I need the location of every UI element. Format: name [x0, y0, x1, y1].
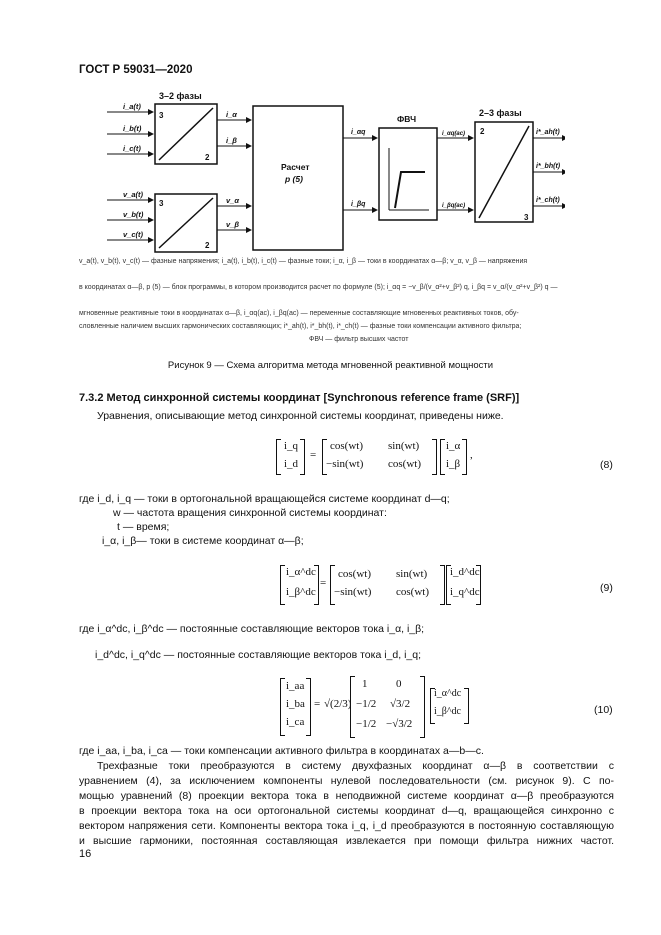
eq8-number: (8)	[600, 459, 613, 471]
where8-line4: i_α, i_β— токи в системе координат α—β;	[102, 535, 304, 547]
where9-line2: i_d^dc, i_q^dc — постоянные составляющие векторов тока i_d, i_q;	[95, 649, 421, 661]
paragraph-line-1: Трехфазные токи преобразуются в систему двухфазных координат α—β в соответствии с	[97, 760, 614, 772]
input-ia: i_a(t)	[123, 102, 141, 111]
eq9-lhs-1: i_α^dc	[286, 566, 316, 578]
section-title: 7.3.2 Метод синхронной системы координат [Synchronous reference frame (SRF)]	[79, 392, 520, 404]
eq10-number: (10)	[594, 704, 613, 716]
where10-text: где i_aa, i_ba, i_ca — токи компенсации активного фильтра в координатах а—b—c.	[79, 745, 484, 757]
eq10-lhs-1: i_aa	[286, 680, 305, 692]
block-23-title: 2–3 фазы	[479, 108, 522, 118]
eq9-rhs-1: i_d^dc	[450, 566, 480, 578]
eq10-m11: 1	[362, 678, 368, 690]
block-32-num2-bot: 2	[205, 241, 210, 250]
algorithm-block-diagram	[95, 88, 565, 256]
eq10-m21: −1/2	[356, 698, 377, 710]
equation-10: i_aa i_ba i_ca = √(2/3) 1 0 −1/2 √3/2 −1/2 −√3/2 i_α^dc i_β^dc	[280, 678, 460, 738]
eq9-rhs-2: i_q^dc	[450, 586, 480, 598]
calc-block-line2: p (5)	[285, 174, 303, 184]
section-intro: Уравнения, описывающие метод синхронной системы координат, приведены ниже.	[97, 410, 504, 422]
eq8-rhs-1: i_α	[446, 440, 461, 452]
where8-line1: где i_d, i_q — токи в ортогональной вращающейся системе координат d—q;	[79, 493, 450, 505]
filter-title: ФВЧ	[397, 114, 417, 124]
equation-9: i_α^dc i_β^dc = cos(wt) sin(wt) −sin(wt) cos(wt) i_d^dc i_q^dc	[280, 563, 480, 607]
document-header: ГОСТ Р 59031—2020	[79, 64, 193, 76]
eq9-m12: sin(wt)	[396, 568, 428, 580]
calc-out-alpha: i_αq	[351, 129, 366, 136]
paragraph-line-3: мощью уравнений (8) проекции вектора тока в неподвижной системе координат α—β преобразуются	[79, 790, 614, 802]
eq8-m11: cos(wt)	[330, 440, 363, 452]
block-23-num2: 2	[480, 127, 485, 136]
block-32-num2-top: 2	[205, 153, 210, 162]
out-ibh: i*_bh(t)	[536, 163, 561, 170]
calc-block-line1: Расчет	[281, 162, 310, 172]
block-32-num3-bot: 3	[159, 199, 164, 208]
eq8-lhs-2: i_d	[284, 458, 299, 470]
input-vb: v_b(t)	[123, 210, 144, 219]
eq10-lhs-3: i_ca	[286, 716, 305, 728]
notes-line-3: мгновенные реактивные токи в координатах α—β, i_αq(ac), i_βq(ac) — переменные составляющие мгновенных реактивных токов, обу-	[79, 310, 519, 317]
mid-v-alpha: v_α	[226, 196, 239, 205]
page-number: 16	[79, 848, 92, 860]
where8-line2: w — частота вращения синхронной системы координат:	[113, 507, 387, 519]
eq10-m22: √3/2	[390, 698, 411, 710]
mid-i-beta: i_β	[226, 136, 237, 145]
filter-out-beta: i_βq(ac)	[442, 203, 466, 209]
eq8-m12: sin(wt)	[388, 440, 420, 452]
paragraph-line-4: в проекции вектора тока на оси ортогональной системы координат d—q, вращающейся синхронно с	[79, 805, 614, 817]
input-ib: i_b(t)	[123, 124, 142, 133]
notes-line-2: в координатах α—β, p (5) — блок программы, в котором производится расчет по формуле (5); i_αq = −v_β/(v_α²+v_β²) q, i_βq = v_α/(v_α²+v_β²) q —	[79, 284, 558, 291]
where8-line3: t — время;	[117, 521, 170, 533]
notes-line-1: v_a(t), v_b(t), v_c(t) — фазные напряжения; i_a(t), i_b(t), i_c(t) — фазные токи; i_α, i_β — токи в координатах α—β; v_α, v_β — напряжения	[79, 258, 528, 265]
eq9-lhs-2: i_β^dc	[286, 586, 316, 598]
eq9-m22: cos(wt)	[396, 586, 429, 598]
input-va: v_a(t)	[123, 190, 144, 199]
paragraph-line-6: и высшие гармоники, постоянная составляющая извлекается при помощи фильтра нижних частот.	[79, 835, 614, 847]
eq10-m12: 0	[396, 678, 402, 690]
eq10-m31: −1/2	[356, 718, 377, 730]
where9-line1: где i_α^dc, i_β^dc — постоянные составляющие векторов тока i_α, i_β;	[79, 623, 425, 635]
eq10-rhs-1: i_α^dc	[434, 688, 462, 699]
hpf-block	[379, 128, 437, 220]
block-32-title: 3–2 фазы	[159, 91, 202, 101]
eq8-m22: cos(wt)	[388, 458, 421, 470]
notes-line-5: ФВЧ — фильтр высших частот	[309, 336, 409, 343]
out-iah: i*_ah(t)	[536, 129, 560, 136]
eq10-m32: −√3/2	[386, 718, 413, 730]
eq10-coefficient: √(2/3)	[324, 698, 352, 710]
mid-v-beta: v_β	[226, 220, 239, 229]
eq9-m11: cos(wt)	[338, 568, 371, 580]
mid-i-alpha: i_α	[226, 110, 237, 119]
notes-line-4: словленные наличием высших гармонических составляющих; i*_ah(t), i*_bh(t), i*_ch(t) — фазные токи компенсации активного фильтра;	[79, 323, 522, 330]
block-23-num3: 3	[524, 213, 529, 222]
eq8-lhs-1: i_q	[284, 440, 299, 452]
eq8-m21: −sin(wt)	[326, 458, 364, 470]
equation-8: i_q i_d = cos(wt) sin(wt) −sin(wt) cos(wt) i_α i_β ,	[276, 437, 476, 477]
input-vc: v_c(t)	[123, 230, 144, 239]
out-ich: i*_ch(t)	[536, 197, 560, 204]
block-32-num3-top: 3	[159, 111, 164, 120]
figure-caption: Рисунок 9 — Схема алгоритма метода мгновенной реактивной мощности	[167, 360, 494, 371]
paragraph-line-2: уравнением (4), за исключением компоненты нулевой последовательности (см. рисунок 9). С по-	[79, 775, 614, 787]
input-ic: i_c(t)	[123, 144, 141, 153]
eq10-lhs-2: i_ba	[286, 698, 305, 710]
eq10-rhs-2: i_β^dc	[434, 706, 461, 717]
paragraph-line-5: вектором напряжения сети. Компоненты вектора тока i_q, i_d преобразуются в постоянную составляющую	[79, 820, 614, 832]
eq8-rhs-2: i_β	[446, 458, 461, 470]
filter-out-alpha: i_αq(ac)	[442, 131, 466, 137]
eq9-number: (9)	[600, 582, 613, 594]
eq9-m21: −sin(wt)	[334, 586, 372, 598]
calc-out-beta: i_βq	[351, 201, 366, 208]
